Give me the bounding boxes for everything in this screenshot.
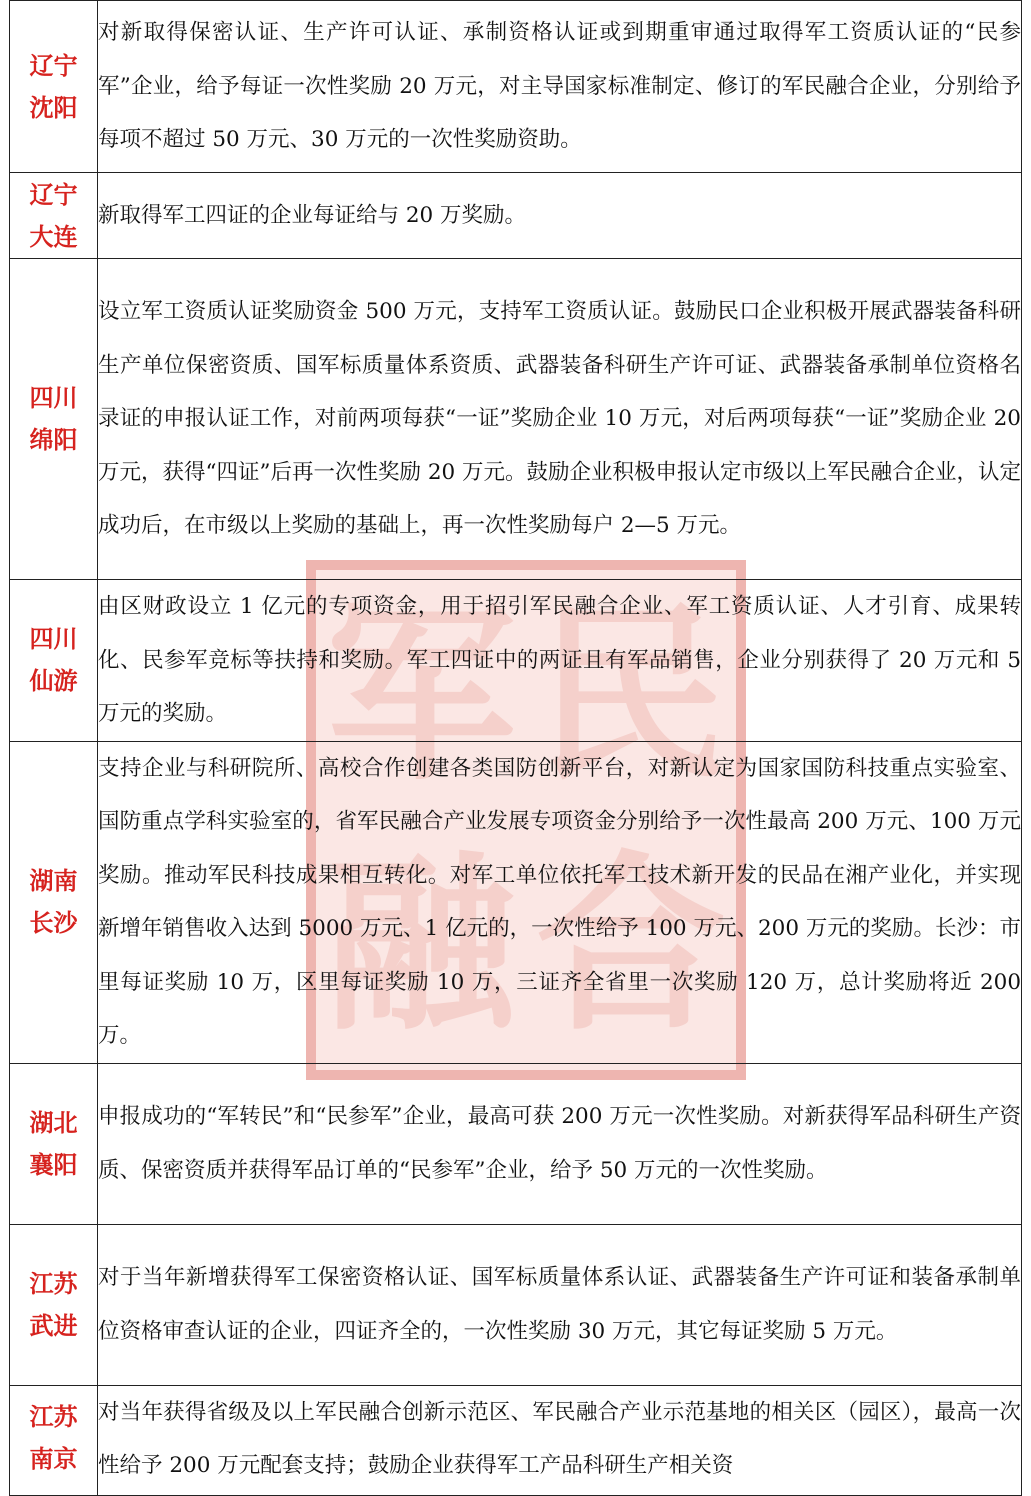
policy-text: 新取得军工四证的企业每证给与 20 万奖励。 <box>98 173 1022 259</box>
region-cell <box>10 259 98 580</box>
seal-glyph: 民 <box>535 583 726 806</box>
table-row <box>10 1063 1022 1224</box>
seal-glyph: 融 <box>325 833 516 1056</box>
region-province: 四川 <box>29 625 78 654</box>
table-row <box>10 1385 1022 1495</box>
policy-text: 设立军工资质认证奖励资金 500 万元，支持军工资质认证。鼓励民口企业积极开展武器装备科研生产单位保密资质、国军标质量体系资质、武器装备科研生产许可证、武器装备承制单位资格名录证的申报认证工作，对前两项每获“一证”奖励企业 10 万元，对后两项每获“一证”奖励企业 20 万元，获得“四证”后再一次性奖励 20 万元。鼓励企业积极申报认定市级以上军民融合企业，认定成功后，在市级以上奖励的基础上，再一次性奖励每户 2—5 万元。 <box>98 259 1022 580</box>
region-cell <box>10 173 98 259</box>
region-province: 江苏 <box>29 1402 78 1431</box>
region-city: 绵阳 <box>29 426 78 454</box>
table-row <box>10 741 1022 1063</box>
table-row <box>10 173 1022 259</box>
region-city: 襄阳 <box>29 1150 78 1179</box>
policy-text: 支持企业与科研院所、高校合作创建各类国防创新平台，对新认定为国家国防科技重点实验室、国防重点学科实验室的，省军民融合产业发展专项资金分别给予一次性最高 200 万元、100 万元奖励。推动军民科技成果相互转化。对军工单位依托军工技术新开发的民品在湘产业化，并实现新增年销售收入达到 5000 万元、1 亿元的，一次性给予 100 万元、200 万元的奖励。长沙：市里每证奖励 10 万，区里每证奖励 10 万，三证齐全省里一次奖励 120 万，总计奖励将近 200 万。 <box>98 741 1022 1063</box>
policy-text: 由区财政设立 1 亿元的专项资金，用于招引军民融合企业、军工资质认证、人才引育、成果转化、民参军竞标等扶持和奖励。军工四证中的两证且有军品销售，企业分别获得了 20 万元和 5 万元的奖励。 <box>98 580 1022 742</box>
policy-text: 申报成功的“军转民”和“民参军”企业，最高可获 200 万元一次性奖励。对新获得军品科研生产资质、保密资质并获得军品订单的“民参军”企业，给予 50 万元的一次性奖励。 <box>98 1063 1022 1224</box>
region-cell <box>10 1224 98 1385</box>
region-cell <box>10 1385 98 1495</box>
region-cell <box>10 1 98 173</box>
region-province: 江苏 <box>29 1269 78 1298</box>
policy-text: 对当年获得省级及以上军民融合创新示范区、军民融合产业示范基地的相关区（园区），最高一次性给予 200 万元配套支持；鼓励企业获得军工产品科研生产相关资 <box>98 1385 1022 1495</box>
seal-glyph: 合 <box>535 833 726 1056</box>
policy-text: 对新取得保密认证、生产许可认证、承制资格认证或到期重审通过取得军工资质认证的“民参军”企业，给予每证一次性奖励 20 万元，对主导国家标准制定、修订的军民融合企业，分别给予每项不超过 50 万元、30 万元的一次性奖励资助。 <box>98 1 1022 173</box>
region-city: 沈阳 <box>29 93 78 122</box>
region-province: 湖南 <box>29 867 78 895</box>
region-city: 南京 <box>29 1444 78 1473</box>
region-province: 湖北 <box>29 1108 78 1137</box>
region-cell <box>10 1063 98 1224</box>
region-province: 四川 <box>29 384 78 412</box>
policy-table <box>9 0 1022 1496</box>
table-row <box>10 1 1022 173</box>
region-city: 长沙 <box>29 909 78 937</box>
region-cell <box>10 580 98 742</box>
region-city: 仙游 <box>29 667 78 696</box>
region-province: 辽宁 <box>29 51 78 80</box>
seal-glyph: 军 <box>325 583 516 806</box>
table-row <box>10 1224 1022 1385</box>
region-cell <box>10 741 98 1063</box>
policy-text: 对于当年新增获得军工保密资格认证、国军标质量体系认证、武器装备生产许可证和装备承制单位资格审查认证的企业，四证齐全的，一次性奖励 30 万元，其它每证奖励 5 万元。 <box>98 1224 1022 1385</box>
table-row <box>10 259 1022 580</box>
region-province: 辽宁 <box>29 180 78 209</box>
region-city: 大连 <box>29 222 78 251</box>
region-city: 武进 <box>29 1311 78 1340</box>
table-row <box>10 580 1022 742</box>
